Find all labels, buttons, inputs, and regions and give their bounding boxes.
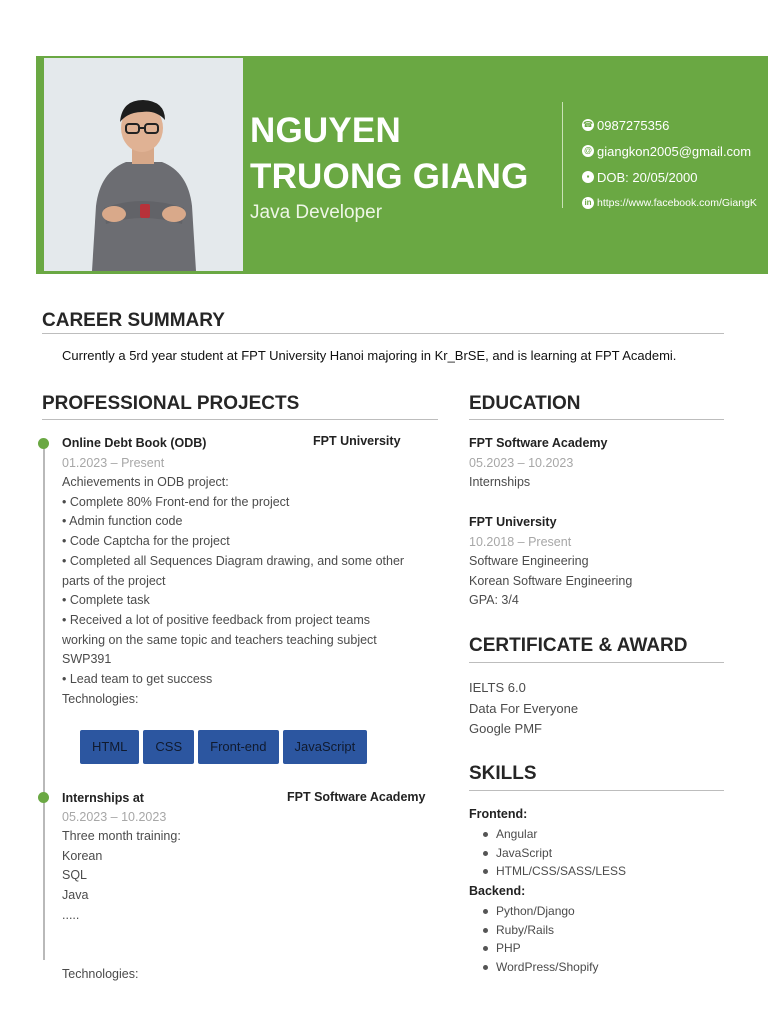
certificate-item: Google PMF [469,721,542,737]
name-line-1: NGUYEN [250,111,401,150]
contact-list [582,112,757,216]
project-2-org: FPT Software Academy [287,790,426,804]
career-summary-text: Currently a 5rd year student at FPT University Hanoi majoring in Kr_BrSE, and is learning at FPT Academi. [62,348,677,363]
facebook-icon: in [582,197,594,209]
education-1-line: Internships [469,475,531,489]
dob-text: DOB: 20/05/2000 [597,169,698,185]
skill-item [483,862,626,881]
project-2-line: Java [62,888,89,903]
project-2-title: Internships at [62,791,144,805]
project-1-line: • Completed all Sequences Diagram drawing, and some other [62,553,405,568]
skill-text: JavaScript [496,845,553,860]
timeline-dot-2 [38,792,49,803]
job-role: Java Developer [250,202,383,223]
skill-text: Ruby/Rails [496,922,555,937]
project-1-details [62,473,404,709]
project-1-line: • Lead team to get success [62,672,213,687]
header-banner [36,56,768,274]
skill-text: Angular [496,827,538,841]
project-1-line: • Complete 80% Front-end for the project [62,494,290,509]
skill-item [483,939,599,958]
backend-skill-list [483,902,599,977]
project-2-tech-text: Technologies: [62,967,139,981]
facebook-link[interactable]: https://www.facebook.com/GiangK [597,197,757,209]
project-2-line: ..... [62,907,80,922]
project-1-date: 01.2023 – Present [62,456,165,470]
education-2-details [469,552,632,611]
bullet-icon [483,965,488,970]
career-summary-heading: CAREER SUMMARY [42,310,225,331]
project-1-line: SWP391 [62,652,112,667]
education-2-line: GPA: 3/4 [469,593,519,608]
education-1-school: FPT Software Academy [469,436,608,450]
project-1-line: • Admin function code [62,514,183,529]
skills-heading: SKILLS [469,763,537,784]
tag-html: HTML [80,730,139,764]
skill-item [483,921,599,940]
bullet-icon [483,928,488,933]
project-2-tech-label [62,965,138,985]
skill-text: Python/Django [496,904,575,918]
header-divider [562,102,563,208]
bullet-icon [483,832,488,837]
skill-item [483,902,599,921]
project-1-line: • Received a lot of positive feedback from project teams [62,612,370,627]
calendar-icon: ▪ [582,171,594,183]
project-1-line: parts of the project [62,573,166,588]
email-icon: @ [582,145,594,157]
skill-text: PHP [496,941,521,956]
profile-photo [44,58,243,271]
education-2-date: 10.2018 – Present [469,535,572,549]
technology-tags [80,730,367,764]
phone-icon: ☎ [583,120,593,129]
contact-dob [582,164,757,190]
tag-css: CSS [143,730,194,764]
certificate-rule [469,662,724,663]
person-illustration [44,58,243,271]
skills-rule [469,790,724,791]
contact-phone [582,112,757,138]
education-2-line: Software Engineering [469,554,589,568]
timeline-line [43,444,45,960]
education-rule [469,419,724,420]
certificate-item: Data For Everyone [469,700,579,716]
bullet-icon [483,851,488,856]
bullet-icon [483,946,488,951]
tag-front-end: Front-end [198,730,278,764]
project-1-line: Technologies: [62,691,139,706]
project-1-line: • Complete task [62,593,150,608]
project-1-line: • Code Captcha for the project [62,534,230,549]
projects-rule [42,419,438,420]
certificate-item: IELTS 6.0 [469,680,526,695]
certificate-heading: CERTIFICATE & AWARD [469,635,688,656]
bullet-icon [483,909,488,914]
contact-email[interactable] [582,138,757,164]
education-1-details [469,473,530,493]
education-2-school: FPT University [469,515,557,529]
name-block [250,108,529,224]
frontend-skill-list [483,825,626,881]
project-1-line: working on the same topic and teachers teaching subject [62,632,377,647]
project-1-org: FPT University [313,434,401,448]
career-summary-rule [42,333,724,334]
education-1-date: 05.2023 – 10.2023 [469,456,574,470]
name-line-2: TRUONG GIANG [250,157,529,196]
phone-text: 0987275356 [597,117,670,133]
projects-heading: PROFESSIONAL PROJECTS [42,393,300,414]
education-2-line: Korean Software Engineering [469,573,633,588]
skill-category-frontend: Frontend: [469,807,528,821]
bullet-icon [483,869,488,874]
skill-item [483,844,626,863]
skill-category-backend: Backend: [469,884,526,898]
skill-item [483,958,599,977]
email-text[interactable]: giangkon2005@gmail.com [597,143,752,159]
project-1-line: Achievements in ODB project: [62,475,229,489]
certificate-list [469,678,578,740]
project-2-line: Korean [62,848,103,863]
project-1-title: Online Debt Book (ODB) [62,436,207,450]
timeline-dot-1 [38,438,49,449]
skill-item [483,825,626,844]
skill-text: HTML/CSS/SASS/LESS [496,864,627,879]
tag-javascript: JavaScript [283,730,368,764]
contact-facebook[interactable] [582,190,757,216]
project-2-date: 05.2023 – 10.2023 [62,810,167,824]
project-2-details [62,827,181,926]
project-2-line: SQL [62,868,88,883]
education-heading: EDUCATION [469,393,581,414]
skill-text: WordPress/Shopify [496,960,599,975]
project-2-line: Three month training: [62,829,181,843]
